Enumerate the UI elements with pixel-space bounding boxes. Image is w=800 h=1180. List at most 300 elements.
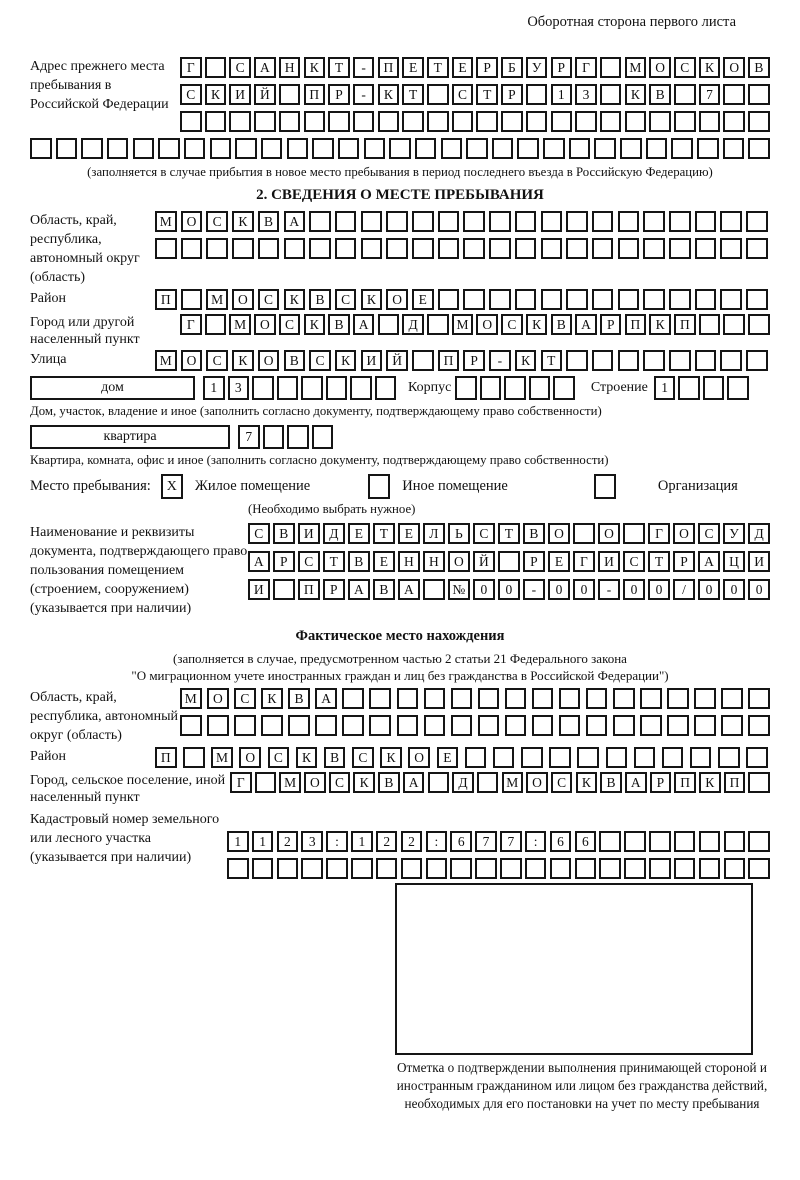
char-cell: В (551, 314, 573, 335)
char-cell: К (380, 747, 402, 768)
stay-option-other-checkbox (368, 474, 390, 499)
region-row-1 (155, 211, 768, 232)
char-cell: С (258, 289, 280, 310)
char-cell: Е (452, 57, 474, 78)
char-cell (181, 238, 203, 259)
char-cell (463, 238, 485, 259)
actual-district-row (30, 747, 770, 768)
header-note: Оборотная сторона первого листа (527, 14, 736, 30)
char-cell: Г (575, 57, 597, 78)
char-cell: 3 (228, 376, 250, 400)
apartment-cells (238, 425, 333, 449)
char-cell: А (625, 772, 647, 793)
char-cell (315, 715, 337, 736)
char-cell (748, 858, 770, 879)
char-cell (529, 376, 551, 400)
region-row-2 (155, 238, 768, 259)
char-cell (723, 138, 745, 159)
char-cell (301, 858, 323, 879)
char-cell (699, 831, 721, 852)
char-cell (592, 289, 614, 310)
char-cell (183, 747, 205, 768)
char-cell (592, 238, 614, 259)
actual-district-cells (155, 747, 768, 768)
actual-city-row (30, 772, 770, 806)
cadastral-block (30, 810, 770, 879)
char-cell: 7 (699, 84, 721, 105)
char-cell (252, 858, 274, 879)
char-cell (351, 858, 373, 879)
char-cell (386, 238, 408, 259)
char-cell: П (155, 747, 177, 768)
char-cell (229, 111, 251, 132)
char-cell (463, 289, 485, 310)
char-cell (618, 350, 640, 371)
char-cell (361, 238, 383, 259)
char-cell (504, 376, 526, 400)
char-cell (155, 238, 177, 259)
char-cell (566, 350, 588, 371)
char-cell: П (298, 579, 320, 600)
char-cell: О (181, 350, 203, 371)
char-cell: К (378, 84, 400, 105)
char-cell (695, 211, 717, 232)
char-cell: А (698, 551, 720, 572)
char-cell (748, 138, 770, 159)
char-cell (463, 211, 485, 232)
char-cell (649, 831, 671, 852)
char-cell: К (232, 211, 254, 232)
char-cell (279, 111, 301, 132)
char-cell: 7 (500, 831, 522, 852)
actual-district-label: Район (30, 749, 66, 764)
char-cell: О (408, 747, 430, 768)
char-cell (309, 211, 331, 232)
char-cell (669, 289, 691, 310)
char-cell (107, 138, 129, 159)
char-cell (586, 715, 608, 736)
char-cell (489, 211, 511, 232)
char-cell: И (748, 551, 770, 572)
char-cell: И (361, 350, 383, 371)
char-cell (234, 715, 256, 736)
char-cell: Д (402, 314, 424, 335)
char-cell: Г (648, 523, 670, 544)
char-cell: П (674, 314, 696, 335)
char-cell (748, 831, 770, 852)
char-cell: О (232, 289, 254, 310)
char-cell (284, 238, 306, 259)
char-cell: К (304, 314, 326, 335)
city-cells (180, 314, 770, 335)
char-cell: К (625, 84, 647, 105)
house-cells (203, 376, 396, 400)
char-cell (451, 715, 473, 736)
char-cell (386, 211, 408, 232)
char-cell (451, 688, 473, 709)
char-cell (649, 111, 671, 132)
char-cell: К (699, 57, 721, 78)
char-cell (526, 111, 548, 132)
char-cell: С (298, 551, 320, 572)
region-label: Область, край, республика, автономный округ (область) (30, 213, 140, 285)
char-cell (252, 376, 274, 400)
char-cell: - (523, 579, 545, 600)
stay-place-note: (Необходимо выбрать нужное) (248, 502, 416, 516)
char-cell: Й (254, 84, 276, 105)
actual-location-title: Фактическое место нахождения (295, 628, 505, 644)
char-cell: К (526, 314, 548, 335)
document-row-1 (248, 523, 770, 544)
char-cell: Н (279, 57, 301, 78)
char-cell: В (649, 84, 671, 105)
char-cell: С (551, 772, 573, 793)
char-cell (180, 715, 202, 736)
char-cell: Т (323, 551, 345, 572)
prev-address-row-1 (180, 57, 770, 78)
actual-region-block (30, 688, 770, 745)
char-cell (489, 238, 511, 259)
char-cell (674, 858, 696, 879)
char-cell: И (598, 551, 620, 572)
char-cell: В (328, 314, 350, 335)
char-cell: Й (386, 350, 408, 371)
char-cell: В (309, 289, 331, 310)
char-cell (441, 138, 463, 159)
char-cell (478, 688, 500, 709)
street-row (30, 350, 770, 371)
char-cell: А (575, 314, 597, 335)
char-cell: 0 (573, 579, 595, 600)
char-cell (227, 858, 249, 879)
char-cell (489, 289, 511, 310)
char-cell (606, 747, 628, 768)
char-cell: Д (452, 772, 474, 793)
char-cell (232, 238, 254, 259)
char-cell: С (623, 551, 645, 572)
char-cell: 3 (575, 84, 597, 105)
char-cell (748, 688, 770, 709)
char-cell: Н (398, 551, 420, 572)
char-cell (515, 238, 537, 259)
char-cell (501, 111, 523, 132)
char-cell: В (288, 688, 310, 709)
char-cell (748, 314, 770, 335)
char-cell (599, 858, 621, 879)
char-cell (415, 138, 437, 159)
prev-address-row-2 (180, 84, 770, 105)
char-cell (613, 688, 635, 709)
char-cell (273, 579, 295, 600)
char-cell (723, 314, 745, 335)
char-cell: Л (423, 523, 445, 544)
char-cell (375, 376, 397, 400)
char-cell (553, 376, 575, 400)
char-cell (184, 138, 206, 159)
char-cell: О (258, 350, 280, 371)
char-cell: Р (523, 551, 545, 572)
char-cell (525, 858, 547, 879)
char-cell (81, 138, 103, 159)
district-row (30, 289, 770, 310)
char-cell (438, 238, 460, 259)
char-cell (594, 138, 616, 159)
char-cell (720, 238, 742, 259)
char-cell: П (304, 84, 326, 105)
char-cell (721, 715, 743, 736)
char-cell (695, 238, 717, 259)
char-cell (532, 688, 554, 709)
char-cell: О (386, 289, 408, 310)
char-cell (312, 425, 334, 449)
char-cell: С (329, 772, 351, 793)
char-cell: 1 (351, 831, 373, 852)
prev-address-row-4 (30, 138, 770, 159)
city-label: Город или другой населенный пункт (30, 315, 140, 347)
char-cell (674, 84, 696, 105)
char-cell (746, 289, 768, 310)
char-cell: - (353, 57, 375, 78)
char-cell (427, 111, 449, 132)
char-cell (205, 314, 227, 335)
char-cell: М (155, 211, 177, 232)
char-cell (592, 211, 614, 232)
char-cell: 0 (548, 579, 570, 600)
char-cell: Р (551, 57, 573, 78)
char-cell (669, 350, 691, 371)
char-cell (480, 376, 502, 400)
apartment-caption: Квартира, комната, офис и иное (заполнить согласно документу, подтверждающему право собственности) (30, 453, 609, 467)
char-cell (543, 138, 565, 159)
char-cell (643, 238, 665, 259)
char-cell (369, 688, 391, 709)
char-cell: П (378, 57, 400, 78)
char-cell (699, 314, 721, 335)
char-cell (515, 289, 537, 310)
char-cell: : (326, 831, 348, 852)
char-cell (724, 831, 746, 852)
char-cell (699, 111, 721, 132)
char-cell (205, 57, 227, 78)
char-cell: Г (180, 57, 202, 78)
char-cell: / (673, 579, 695, 600)
stay-option-residential-label: Жилое помещение (194, 478, 311, 494)
char-cell: К (232, 350, 254, 371)
char-cell: Т (427, 57, 449, 78)
char-cell (746, 238, 768, 259)
char-cell (412, 238, 434, 259)
char-cell: К (304, 57, 326, 78)
char-cell (748, 84, 770, 105)
char-cell (180, 111, 202, 132)
char-cell: С (473, 523, 495, 544)
char-cell: М (229, 314, 251, 335)
prev-address-block (30, 57, 770, 132)
char-cell (335, 211, 357, 232)
char-cell (338, 138, 360, 159)
char-cell (541, 238, 563, 259)
char-cell (649, 858, 671, 879)
char-cell (255, 772, 277, 793)
char-cell (261, 138, 283, 159)
char-cell: 0 (473, 579, 495, 600)
char-cell (746, 747, 768, 768)
char-cell (428, 772, 450, 793)
char-cell (402, 111, 424, 132)
char-cell (618, 211, 640, 232)
char-cell: Р (323, 579, 345, 600)
stay-place-row (30, 474, 770, 499)
char-cell: С (352, 747, 374, 768)
char-cell (287, 425, 309, 449)
char-cell: С (206, 350, 228, 371)
stay-option-organization-label: Организация (657, 478, 738, 494)
char-cell (695, 350, 717, 371)
char-cell: А (284, 211, 306, 232)
char-cell: Р (273, 551, 295, 572)
char-cell: 0 (723, 579, 745, 600)
char-cell (600, 111, 622, 132)
char-cell: С (501, 314, 523, 335)
char-cell (586, 688, 608, 709)
char-cell: 3 (301, 831, 323, 852)
char-cell (261, 715, 283, 736)
char-cell: 1 (203, 376, 225, 400)
confirmation-stamp-box (395, 883, 753, 1055)
char-cell (466, 138, 488, 159)
char-cell (549, 747, 571, 768)
char-cell (56, 138, 78, 159)
char-cell: О (526, 772, 548, 793)
char-cell: В (273, 523, 295, 544)
actual-location-caption-2: "О миграционном учете иностранных граждан и лиц без гражданства в Российской Федерации") (131, 668, 669, 683)
char-cell: Е (412, 289, 434, 310)
char-cell: А (248, 551, 270, 572)
char-cell: Е (348, 523, 370, 544)
char-cell: О (239, 747, 261, 768)
char-cell (624, 858, 646, 879)
char-cell (643, 289, 665, 310)
apartment-box-label: квартира (30, 425, 230, 449)
korpus-cells (455, 376, 575, 400)
char-cell: 6 (450, 831, 472, 852)
stay-option-other-label: Иное помещение (402, 478, 508, 494)
char-cell (254, 111, 276, 132)
char-cell (376, 858, 398, 879)
cadastral-grid (227, 810, 770, 879)
prev-address-caption: (заполняется в случае прибытия в новое место пребывания в период последнего въезда в Российскую Федерацию) (87, 165, 713, 179)
char-cell (695, 289, 717, 310)
char-cell (727, 376, 749, 400)
char-cell (478, 715, 500, 736)
char-cell: О (304, 772, 326, 793)
char-cell: В (373, 579, 395, 600)
char-cell: Г (230, 772, 252, 793)
actual-city-cells (230, 772, 770, 793)
char-cell: А (353, 314, 375, 335)
house-box-label: дом (30, 376, 195, 400)
char-cell: Е (437, 747, 459, 768)
char-cell: Р (463, 350, 485, 371)
char-cell: В (748, 57, 770, 78)
char-cell (279, 84, 301, 105)
char-cell (438, 289, 460, 310)
char-cell (389, 138, 411, 159)
char-cell (288, 715, 310, 736)
actual-region-row-1 (180, 688, 770, 709)
char-cell (703, 376, 725, 400)
document-block (30, 523, 770, 618)
prev-address-grid (180, 57, 770, 132)
char-cell (569, 138, 591, 159)
char-cell (724, 858, 746, 879)
char-cell: 0 (698, 579, 720, 600)
char-cell (304, 111, 326, 132)
cadastral-row-1 (227, 831, 770, 852)
char-cell: К (699, 772, 721, 793)
char-cell: 0 (648, 579, 670, 600)
char-cell (697, 138, 719, 159)
stamp-caption: Отметка о подтверждении выполнения принимающей стороной и иностранным гражданином или лицом без гражданства действий, необходимых для его постановки на учет по месту пребывания (396, 1060, 768, 1111)
char-cell: Й (473, 551, 495, 572)
char-cell: Т (402, 84, 424, 105)
char-cell (690, 747, 712, 768)
char-cell: Д (323, 523, 345, 544)
char-cell (600, 57, 622, 78)
char-cell (412, 350, 434, 371)
char-cell: К (361, 289, 383, 310)
char-cell: Т (476, 84, 498, 105)
char-cell (342, 715, 364, 736)
char-cell (500, 858, 522, 879)
char-cell: О (548, 523, 570, 544)
char-cell: 7 (238, 425, 260, 449)
char-cell: - (489, 350, 511, 371)
char-cell (620, 138, 642, 159)
char-cell: М (625, 57, 647, 78)
actual-region-row-2 (180, 715, 770, 736)
house-caption: Дом, участок, владение и иное (заполнить согласно документу, подтверждающему право собственности) (30, 404, 602, 418)
char-cell: 2 (277, 831, 299, 852)
char-cell (643, 350, 665, 371)
char-cell: М (206, 289, 228, 310)
char-cell: Е (373, 551, 395, 572)
char-cell: Т (498, 523, 520, 544)
char-cell (207, 715, 229, 736)
char-cell: - (353, 84, 375, 105)
char-cell (573, 523, 595, 544)
char-cell: 1 (654, 376, 676, 400)
char-cell (335, 238, 357, 259)
char-cell (674, 831, 696, 852)
char-cell (699, 858, 721, 879)
char-cell: Д (748, 523, 770, 544)
char-cell: Р (600, 314, 622, 335)
region-block (30, 211, 770, 287)
section2-title: 2. СВЕДЕНИЯ О МЕСТЕ ПРЕБЫВАНИЯ (256, 187, 544, 203)
char-cell: К (205, 84, 227, 105)
char-cell (720, 289, 742, 310)
char-cell: М (155, 350, 177, 371)
char-cell (718, 747, 740, 768)
char-cell: А (254, 57, 276, 78)
char-cell: К (576, 772, 598, 793)
char-cell: П (438, 350, 460, 371)
char-cell (669, 211, 691, 232)
char-cell: 0 (748, 579, 770, 600)
char-cell (694, 715, 716, 736)
char-cell (515, 211, 537, 232)
